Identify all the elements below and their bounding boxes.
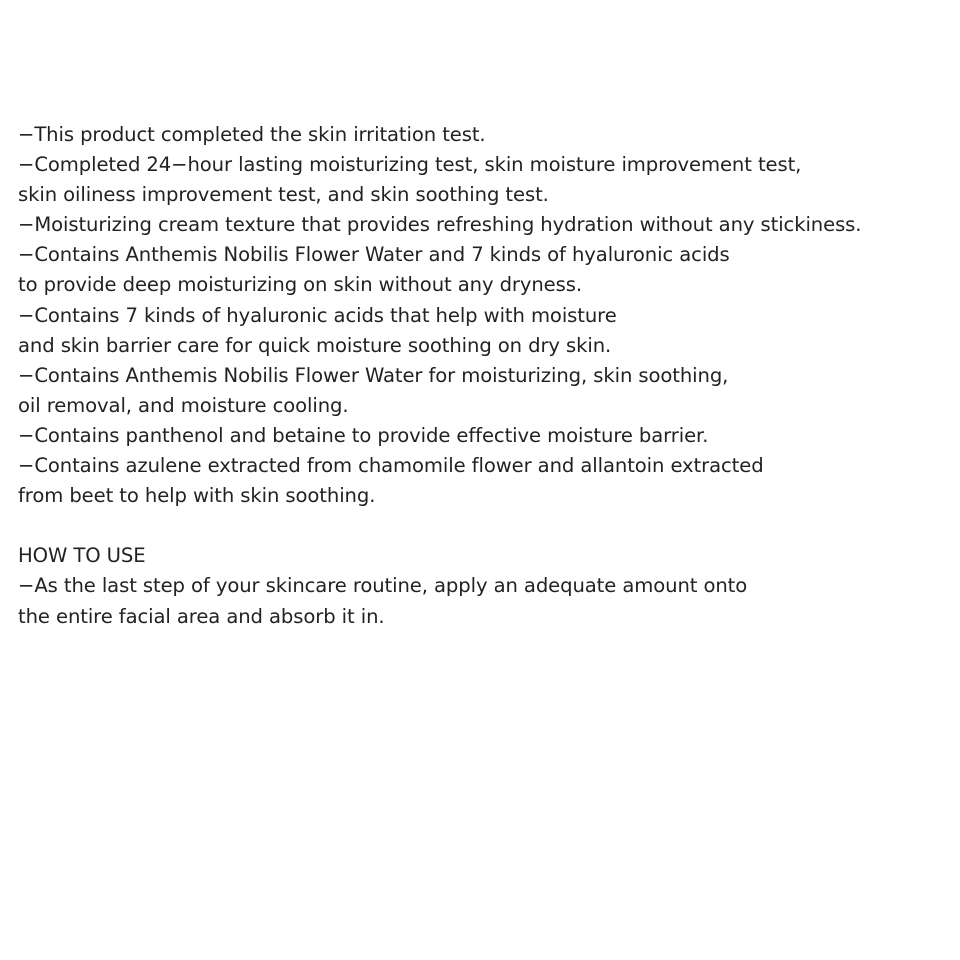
feature-line: −Contains Anthemis Nobilis Flower Water for moisturizing, skin soothing,: [18, 363, 729, 387]
feature-line: oil removal, and moisture cooling.: [18, 393, 349, 417]
feature-line: to provide deep moisturizing on skin without any dryness.: [18, 273, 582, 297]
how-to-use-line: −As the last step of your skincare routine, apply an adequate amount onto: [18, 574, 748, 598]
feature-line: and skin barrier care for quick moisture soothing on dry skin.: [18, 333, 612, 357]
feature-line: from beet to help with skin soothing.: [18, 484, 376, 508]
feature-line: −Contains panthenol and betaine to provide effective moisture barrier.: [18, 423, 709, 447]
how-to-use-line: the entire facial area and absorb it in.: [18, 604, 385, 628]
feature-line: −Completed 24−hour lasting moisturizing test, skin moisture improvement test,: [18, 153, 802, 177]
how-to-use-heading: HOW TO USE: [18, 544, 146, 568]
feature-line: skin oiliness improvement test, and skin soothing test.: [18, 183, 549, 207]
feature-line: −Moisturizing cream texture that provides refreshing hydration without any stickiness.: [18, 213, 862, 237]
section-spacer: [18, 511, 948, 541]
description-text-block: [18, 120, 948, 632]
feature-line: −Contains 7 kinds of hyaluronic acids that help with moisture: [18, 303, 617, 327]
feature-line: −Contains azulene extracted from chamomile flower and allantoin extracted: [18, 454, 764, 478]
feature-line: −This product completed the skin irritation test.: [18, 123, 486, 146]
feature-line: −Contains Anthemis Nobilis Flower Water and 7 kinds of hyaluronic acids: [18, 243, 730, 267]
